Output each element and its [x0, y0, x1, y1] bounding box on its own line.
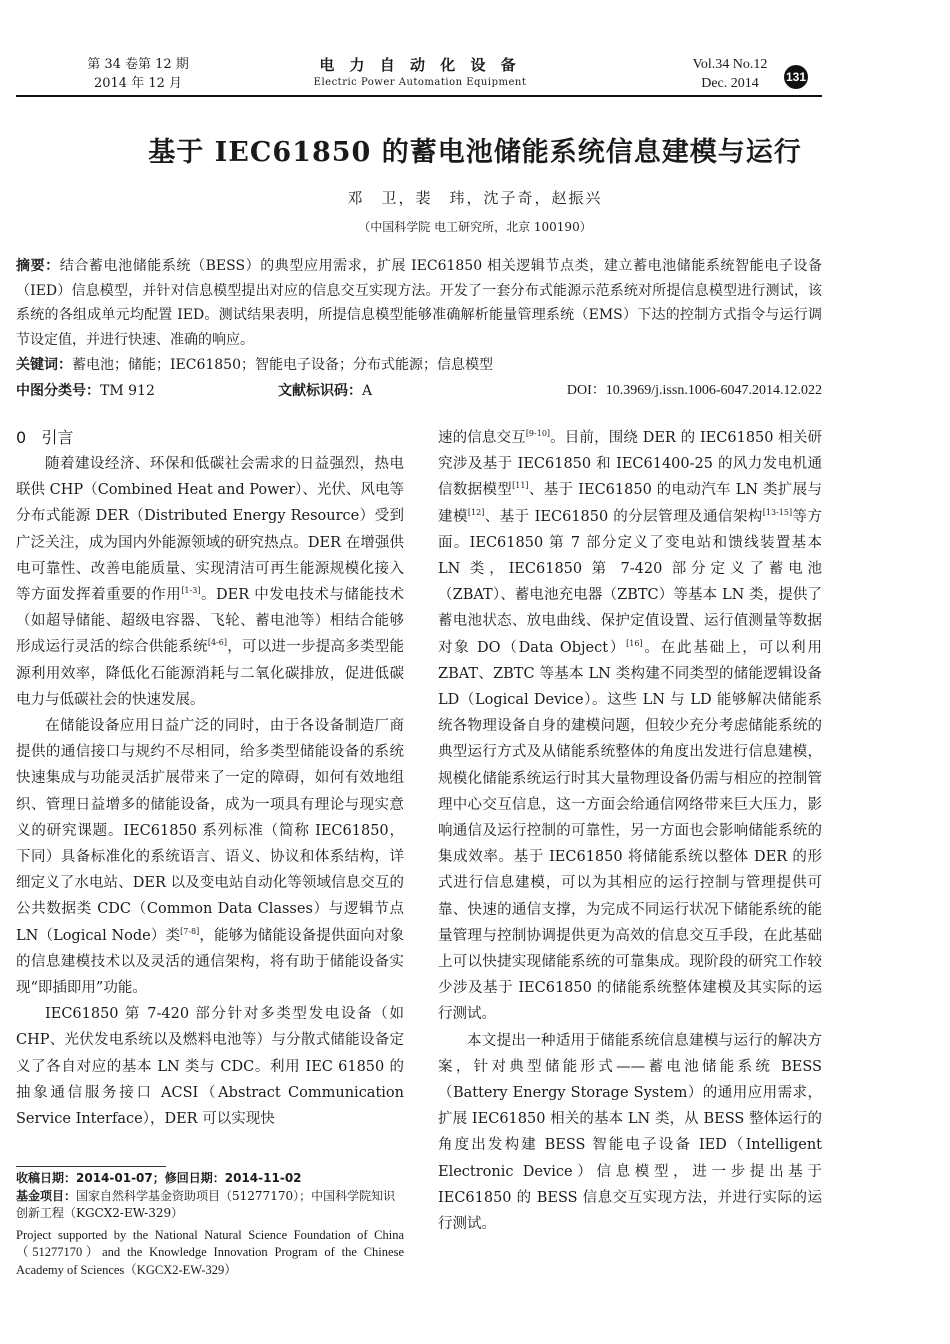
- paper-authors: 邓 卫，裴 玮，沈子奇，赵振兴: [347, 189, 603, 207]
- abstract: [16, 254, 822, 352]
- citation: [12]: [467, 507, 485, 517]
- doc-code-value: A: [362, 383, 373, 399]
- paragraph-text: IEC61850 第 7-420 部分针对多类型发电设备（如 CHP、光伏发电系统以及燃料电池等）与分散式储能设备定义了各自对应的基本 LN 类与 CDC。利用 IEC 61850 的抽象通信服务接口 ACSI（Abstract Communication Service Interface），DER 可以实现快: [16, 1006, 404, 1128]
- header-date-en: Dec. 2014: [701, 76, 759, 91]
- paper-title: 基于 IEC61850 的蓄电池储能系统信息建模与运行: [148, 137, 802, 168]
- paragraph-text: ，可以进一步提高多类型能源利用效率，降低化石能源消耗与二氧化碳排放，促进低碳电力与低碳社会的快速发展。: [16, 639, 405, 708]
- footnote-fund: [16, 1188, 404, 1223]
- right-column: [438, 425, 822, 1237]
- paragraph-text: 。DER 中发电技术与储能技术（如超导储能、超级电容器、飞轮、蓄电池等）相结合能够形成运行灵活的综合供能系统: [16, 587, 404, 656]
- citation: [13-15]: [762, 507, 793, 517]
- fund-text: 国家自然科学基金资助项目（51277170）；中国科学院知识创新工程（KGCX2-EW-329）: [16, 1188, 396, 1220]
- keywords-text: 蓄电池；储能；IEC61850；智能电子设备；分布式能源；信息模型: [72, 357, 493, 373]
- clc-value: TM 912: [100, 383, 155, 399]
- header-journal: [300, 54, 540, 88]
- citation: [16]: [626, 638, 643, 648]
- clc-label: 中图分类号：: [16, 383, 100, 399]
- footnote-dates: [16, 1170, 404, 1188]
- paragraph: [16, 451, 404, 713]
- fund-label: 基金项目：: [16, 1188, 77, 1203]
- paragraph-text: 、基于 IEC61850 的电动汽车 LN 类扩展与建模: [438, 482, 822, 525]
- doc-code-label: 文献标识码：: [278, 383, 362, 399]
- paragraph-text: ，能够为储能设备提供面向对象的信息建模技术以及灵活的通信架构，将有助于储能设备实现“即插即用”功能。: [16, 927, 405, 997]
- header-issue-cn: [78, 55, 198, 93]
- header-issue-en: [680, 55, 780, 93]
- footnote: [16, 1170, 404, 1279]
- header-volume-cn: 第 34 卷第 12 期: [87, 57, 189, 72]
- journal-name-cn: 电 力 自 动 化 设 备: [319, 56, 521, 74]
- abstract-label: 摘要：: [16, 258, 60, 274]
- citation: [1-3]: [181, 586, 201, 596]
- paragraph-text: 。目前，围绕 DER 的 IEC61850 相关研究涉及基于 IEC61850 和 IEC61400-25 的风力发电机通信数据模型: [438, 430, 822, 499]
- footnote-fund-en: Project supported by the National Natural Science Foundation of China（51277170）and the Knowledge Innovation Program of the Chinese Academy of Sciences（KGCX2-EW-329）: [16, 1227, 404, 1277]
- keywords-label: 关键词：: [16, 357, 72, 373]
- citation: [9-10]: [525, 429, 551, 438]
- paragraph-text: 、基于 IEC61850 的分层管理及通信架构: [484, 508, 763, 525]
- footnote-rule: [16, 1166, 166, 1167]
- paragraph: [438, 1028, 822, 1238]
- section-title: 引言: [41, 428, 74, 447]
- paragraph: [438, 425, 822, 1028]
- paper-affiliation: （中国科学院 电工研究所，北京 100190）: [358, 220, 592, 234]
- paragraph: [16, 1001, 404, 1132]
- paragraph-text: 在储能设备应用日益广泛的同时，由于各设备制造厂商提供的通信接口与规约不尽相同，给多类型储能设备的系统快速集成与功能灵活扩展带来了一定的障碍，如何有效地组织、管理日益增多的储能设备，成为一项具有理论与现实意义的研究课题。IEC61850 系列标准（简称 IEC61850，下同）具备标准化的系统语言、语义、协议和体系结构，详细定义了水电站、DER 以及变电站自动化等领域信息交互的公共数据类 CDC（Common Data Classes）与逻辑节点 LN（Logical Node）类: [16, 718, 404, 944]
- journal-name-en: Electric Power Automation Equipment: [313, 77, 527, 88]
- doi: DOI：10.3969/j.issn.1006-6047.2014.12.022: [566, 383, 822, 398]
- citation: [11]: [512, 481, 529, 491]
- left-column: [16, 425, 404, 1132]
- paragraph-text: 速的信息交互: [438, 430, 526, 446]
- paragraph-text: 等方面。IEC61850 第 7 部分定义了变电站和馈线装置基本 LN 类，IEC61850 第 7-420 部分定义了蓄电池（ZBAT）、蓄电池充电器（ZBTC）等基本 LN 类，提供了蓄电池状态、放电曲线、保护定值设置、运行值测量等数据对象 DO（Data Object）: [438, 508, 822, 656]
- paragraph-text: 随着建设经济、环保和低碳社会需求的日益强烈，热电联供 CHP（Combined Heat and Power）、光伏、风电等分布式能源 DER（Distributed Energy Resource）受到广泛关注，成为国内外能源领域的研究热点。DER 在增强供电可靠性、改善电能质量、实现清洁可再生能源规模化接入等方面发挥着重要的作用: [16, 456, 404, 604]
- section-heading: [16, 425, 404, 451]
- abstract-text: 结合蓄电池储能系统（BESS）的典型应用需求，扩展 IEC61850 相关逻辑节点类，建立蓄电池储能系统智能电子设备（IED）信息模型，并针对信息模型提出对应的信息交互实现方法。开发了一套分布式能源示范系统对所提信息模型进行测试，该系统的各组成单元均配置 IED。测试结果表明，所提信息模型能够准确解析能量管理系统（EMS）下达的控制方式指令与运行调节设定值，并进行快速、准确的响应。: [16, 258, 823, 348]
- header-volume-en: Vol.34 No.12: [692, 57, 768, 72]
- keywords: [16, 354, 822, 376]
- received-revised-dates: 收稿日期：2014-01-07；修回日期：2014-11-02: [16, 1171, 302, 1185]
- paragraph-text: 本文提出一种适用于储能系统信息建模与运行的解决方案，针对典型储能形式——蓄电池储能系统 BESS（Battery Energy Storage System）的通用应用需求，扩展 IEC61850 相关的基本 LN 类，从 BESS 整体运行的角度出发构建 BESS 智能电子设备 IED（Intelligent Electronic Device）信息模型，进一步提出基于 IEC61850 的 BESS 信息交互实现方法，并进行实际的运行测试。: [438, 1032, 822, 1233]
- section-number: 0: [16, 428, 27, 447]
- paragraph: [16, 713, 404, 1001]
- clc-number: [16, 380, 155, 402]
- citation: [7-8]: [180, 926, 200, 936]
- citation: [4-6]: [207, 638, 227, 648]
- document-code: [278, 380, 372, 402]
- header-rule: [16, 95, 822, 97]
- paragraph-text: 。在此基础上，可以利用 ZBAT、ZBTC 等基本 LN 类构建不同类型的储能逻辑设备 LD（Logical Device）。这些 LN 与 LD 能够解决储能系统各物理设备自身的建模问题，但较少充分考虑储能系统的典型运行方式及从储能系统整体的角度出发进行信息建模，规模化储能系统运行时其大量物理设备仍需与相应的控制管理中心交互信息，这一方面会给通信网络带来巨大压力，影响通信及运行控制的可靠性，另一方面也会影响储能系统的集成效率。基于 IEC61850 将储能系统以整体 DER 的形式进行信息建模，可以为其相应的运行控制与管理提供可靠、快速的通信支撑，为完成不同运行状况下储能系统的能量管理与控制协调提供更为高效的信息交互手段，在此基础上可以快捷实现储能系统的可靠集成。现阶段的研究工作较少涉及基于 IEC61850 的储能系统整体建模及其实际的运行测试。: [438, 639, 822, 1023]
- classification-line: [16, 380, 822, 402]
- page-number-badge: 131: [784, 65, 808, 89]
- header-date-cn: 2014 年 12 月: [93, 76, 183, 91]
